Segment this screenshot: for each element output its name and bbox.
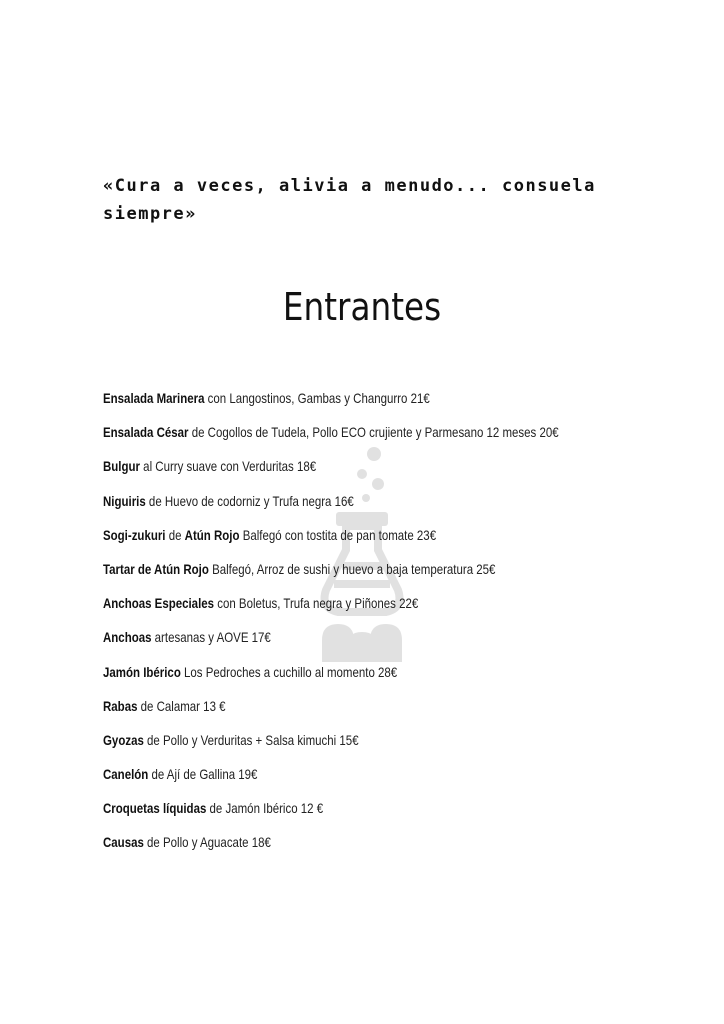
dish-name: Gyozas (103, 731, 144, 748)
menu-item (103, 454, 644, 488)
dish-description: de Jamón Ibérico 12 € (206, 800, 324, 817)
dish-name: Canelón (103, 766, 149, 783)
dish-name: Bulgur (103, 458, 140, 475)
menu-item (103, 625, 644, 659)
dish-description: de (165, 526, 185, 543)
dish-name: Sogi-zukuri (103, 526, 166, 543)
dish-name-secondary: Atún Rojo (184, 526, 240, 543)
dish-name: Causas (103, 834, 144, 851)
menu-item (103, 523, 644, 557)
dish-name: Tartar de Atún Rojo (103, 560, 209, 577)
menu-item (103, 728, 644, 762)
dish-description: con Boletus, Trufa negra y Piñones 22€ (214, 595, 419, 612)
dish-name: Ensalada Marinera (103, 390, 205, 406)
menu-item (103, 830, 644, 864)
menu-item (103, 557, 644, 591)
dish-name: Niguiris (103, 492, 146, 509)
menu-item (103, 489, 644, 523)
dish-name: Rabas (103, 697, 138, 714)
dish-description: artesanas y AOVE 17€ (151, 629, 271, 646)
dish-description-secondary: Balfegó con tostita de pan tomate 23€ (239, 526, 437, 543)
menu-item (103, 796, 644, 830)
epigraph-quote: «Cura a veces, alivia a menudo... consuela siempre» (103, 176, 596, 224)
dish-description: con Langostinos, Gambas y Changurro 21€ (204, 390, 430, 406)
menu-item (103, 762, 644, 796)
dish-description: de Ají de Gallina 19€ (148, 766, 258, 783)
dish-description: de Pollo y Verduritas + Salsa kimuchi 15€ (143, 731, 359, 748)
dish-description: de Pollo y Aguacate 18€ (143, 834, 271, 851)
menu-item (103, 660, 644, 694)
section-title: Entrantes (282, 285, 442, 329)
dish-name: Croquetas líquidas (103, 800, 207, 817)
menu-list (103, 386, 703, 865)
dish-name: Jamón Ibérico (103, 663, 181, 680)
dish-description: Balfegó, Arroz de sushi y huevo a baja temperatura 25€ (208, 560, 496, 577)
dish-description: al Curry suave con Verduritas 18€ (139, 458, 317, 475)
menu-item (103, 694, 644, 728)
dish-description: de Huevo de codorniz y Trufa negra 16€ (145, 492, 354, 509)
dish-name: Ensalada César (103, 424, 189, 441)
menu-item (103, 420, 644, 454)
menu-item (103, 386, 644, 420)
dish-description: Los Pedroches a cuchillo al momento 28€ (180, 663, 398, 680)
dish-description: de Calamar 13 € (137, 697, 226, 714)
menu-item (103, 591, 644, 625)
dish-name: Anchoas Especiales (103, 595, 215, 612)
dish-name: Anchoas (103, 629, 152, 646)
dish-description: de Cogollos de Tudela, Pollo ECO crujiente y Parmesano 12 meses 20€ (188, 424, 559, 441)
